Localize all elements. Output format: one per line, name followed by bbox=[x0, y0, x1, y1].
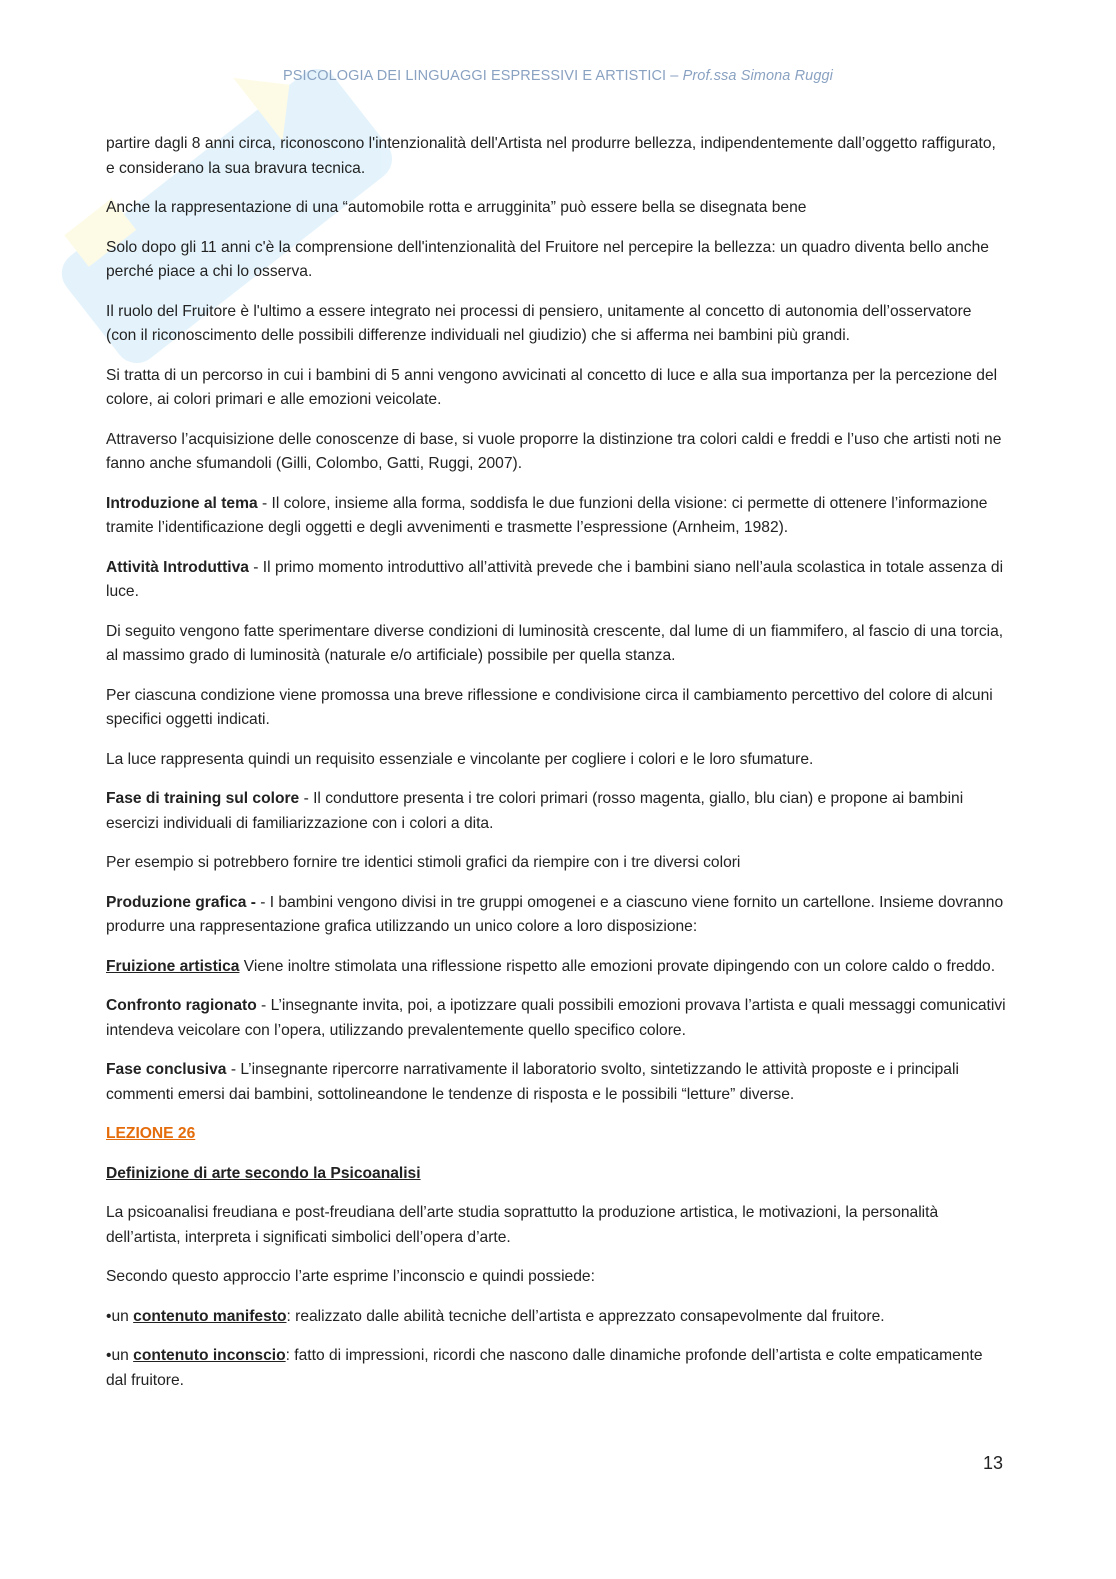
section-heading bbox=[106, 1162, 1006, 1187]
page-body bbox=[106, 132, 1006, 1408]
paragraph: partire dagli 8 anni circa, riconoscono l'intenzionalità dell'Artista nel produrre bellezza, indipendentemente dall’oggetto raffigurato, e considerano la sua bravura tecnica. bbox=[106, 135, 996, 177]
label-confronto: Confronto ragionato bbox=[106, 997, 257, 1014]
paragraph: La psicoanalisi freudiana e post-freudiana dell’arte studia soprattutto la produzione artistica, le motivazioni, la personalità dell’artista, interpreta i significati simbolici dell’opera d’arte. bbox=[106, 1204, 939, 1246]
paragraph: Il ruolo del Fruitore è l'ultimo a essere integrato nei processi di pensiero, unitamente al concetto di autonomia dell’osservatore (con il riconoscimento delle possibili differenze individuali nel giudizio) che si afferma nei bambini più grandi. bbox=[106, 302, 972, 344]
paragraph: Di seguito vengono fatte sperimentare diverse condizioni di luminosità crescente, dal lume di un fiammifero, al fascio di una torcia, al massimo grado di luminosità (naturale e/o artificiale) possibile per quella stanza. bbox=[106, 622, 1004, 664]
paragraph-introduzione bbox=[106, 492, 1006, 541]
label-introduzione: Introduzione al tema bbox=[106, 494, 258, 512]
paragraph-text: Viene inoltre stimolata una riflessione rispetto alle emozioni provate dipingendo con un colore caldo o freddo. bbox=[239, 957, 996, 975]
label-attivita: Attività Introduttiva bbox=[106, 558, 249, 576]
paragraph: Solo dopo gli 11 anni c'è la comprensione dell'intenzionalità del Fruitore nel percepire la bellezza: un quadro diventa bello anche perché piace a chi lo osserva. bbox=[106, 238, 989, 280]
header-separator: – bbox=[666, 68, 683, 84]
lesson-heading bbox=[106, 1122, 1006, 1147]
page-number: 13 bbox=[983, 1453, 1004, 1473]
header-author: Prof.ssa Simona Ruggi bbox=[682, 68, 833, 84]
paragraph-text: - Il conduttore presenta i tre colori primari (rosso magenta, giallo, blu cian) e propone ai bambini esercizi individuali di familiarizzazione con i colori a dita. bbox=[106, 790, 964, 832]
label-training: Fase di training sul colore bbox=[106, 790, 300, 807]
paragraph: Si tratta di un percorso in cui i bambini di 5 anni vengono avvicinati al concetto di luce e alla sua importanza per la percezione del colore, ai colori primari e alle emozioni veicolate. bbox=[106, 366, 998, 408]
header-course: PSICOLOGIA DEI LINGUAGGI ESPRESSIVI E ARTISTICI bbox=[283, 68, 667, 84]
lesson-title: LEZIONE 26 bbox=[106, 1125, 196, 1142]
paragraph: Attraverso l’acquisizione delle conoscenze di base, si vuole proporre la distinzione tra colori caldi e freddi e l’uso che artisti noti ne fanno anche sfumandoli (Gilli, Colombo, Gatti, Ruggi, 2007). bbox=[106, 430, 1002, 472]
paragraph-produzione bbox=[106, 891, 1006, 940]
bullet-label: contenuto inconscio bbox=[133, 1347, 286, 1364]
bullet-text: : fatto di impressioni, ricordi che nascono dalle dinamiche profonde dell’artista e colte empaticamente dal fruitore. bbox=[106, 1347, 983, 1389]
paragraph: Per esempio si potrebbero fornire tre identici stimoli grafici da riempire con i tre diversi colori bbox=[106, 854, 741, 871]
section-title: Definizione di arte secondo la Psicoanalisi bbox=[106, 1164, 421, 1182]
paragraph: Per ciascuna condizione viene promossa una breve riflessione e condivisione circa il cambiamento percettivo del colore di alcuni specifici oggetti indicati. bbox=[106, 686, 993, 728]
label-conclusiva: Fase conclusiva bbox=[106, 1061, 227, 1078]
paragraph-fruizione bbox=[106, 955, 1006, 980]
bullet-prefix: •un bbox=[106, 1307, 134, 1325]
label-produzione: Produzione grafica - bbox=[106, 893, 256, 911]
page-header bbox=[0, 68, 1116, 84]
paragraph-text: - Il colore, insieme alla forma, soddisfa le due funzioni della visione: ci permette di ottenere l’informazione tramite l’identificazione degli oggetti e degli avvenimenti e trasmette l’espressione (Arnheim, 1982). bbox=[106, 494, 988, 536]
paragraph-text: - I bambini vengono divisi in tre gruppi omogenei e a ciascuno viene fornito un cartellone. Insieme dovranno produrre una rappresentazione grafica utilizzando un unico colore a loro disposizione: bbox=[106, 893, 1004, 935]
bullet-item bbox=[106, 1305, 1006, 1330]
bullet-prefix: •un bbox=[106, 1347, 134, 1364]
paragraph: Anche la rappresentazione di una “automobile rotta e arrugginita” può essere bella se disegnata bene bbox=[106, 199, 807, 216]
bullet-text: : realizzato dalle abilità tecniche dell’artista e apprezzato consapevolmente dal fruitore. bbox=[286, 1307, 885, 1325]
bullet-item bbox=[106, 1344, 1006, 1393]
paragraph-text: - L’insegnante ripercorre narrativamente il laboratorio svolto, sintetizzando le attività proposte e i principali commenti emersi dai bambini, sottolineandone le tendenze di risposta e le possibili “letture” diverse. bbox=[106, 1061, 959, 1103]
paragraph: Secondo questo approccio l’arte esprime l’inconscio e quindi possiede: bbox=[106, 1268, 595, 1285]
paragraph-text: - Il primo momento introduttivo all’attività prevede che i bambini siano nell’aula scolastica in totale assenza di luce. bbox=[106, 558, 1004, 600]
paragraph-text: - L’insegnante invita, poi, a ipotizzare quali possibili emozioni provava l’artista e quali messaggi comunicativi intendeva veicolare con l’opera, utilizzando prevalentemente quello specifico colore. bbox=[106, 997, 1006, 1039]
paragraph-conclusiva bbox=[106, 1058, 1006, 1107]
paragraph-training bbox=[106, 787, 1006, 836]
paragraph-attivita bbox=[106, 556, 1006, 605]
paragraph: La luce rappresenta quindi un requisito essenziale e vincolante per cogliere i colori e le loro sfumature. bbox=[106, 750, 814, 768]
bullet-label: contenuto manifesto bbox=[133, 1307, 287, 1325]
label-fruizione: Fruizione artistica bbox=[106, 957, 240, 975]
paragraph-confronto bbox=[106, 994, 1006, 1043]
